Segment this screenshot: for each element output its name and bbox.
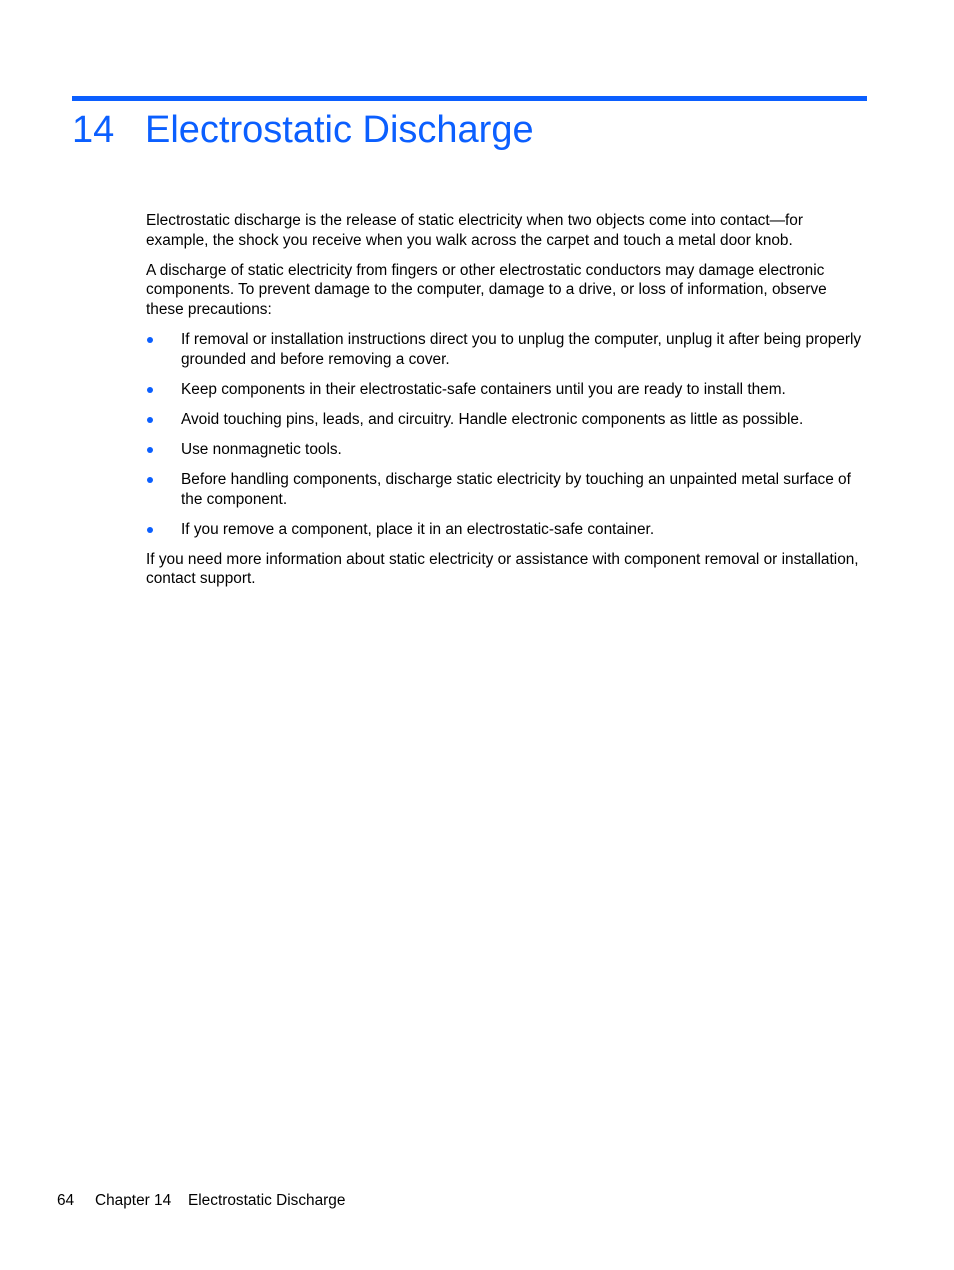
bullet-icon	[147, 387, 153, 393]
chapter-title	[72, 106, 534, 154]
bullet-icon	[147, 447, 153, 453]
intro-paragraph: Electrostatic discharge is the release of static electricity when two objects come into contact—for example, the shock you receive when you walk across the carpet and touch a metal door knob.	[146, 212, 803, 249]
list-item-text: If you remove a component, place it in an electrostatic-safe container.	[181, 520, 655, 538]
chapter-body	[146, 211, 868, 599]
chapter-number: 14	[72, 109, 115, 151]
closing-paragraph: If you need more information about static electricity or assistance with component removal or installation, contact support.	[146, 550, 859, 588]
chapter-title-text: Electrostatic Discharge	[145, 109, 534, 151]
page-footer	[57, 1191, 345, 1211]
list-item-text: Keep components in their electrostatic-safe containers until you are ready to install them.	[181, 380, 786, 398]
list-item-text: Use nonmagnetic tools.	[181, 440, 342, 458]
list-item	[146, 330, 868, 369]
footer-chapter-label: Chapter 14	[95, 1192, 172, 1209]
bullet-icon	[147, 527, 153, 533]
bullet-icon	[147, 477, 153, 483]
list-item	[146, 470, 868, 509]
list-item-text: Avoid touching pins, leads, and circuitry. Handle electronic components as little as possible.	[181, 410, 804, 428]
list-item	[146, 440, 868, 460]
bullet-icon	[147, 337, 153, 343]
list-item-text: If removal or installation instructions direct you to unplug the computer, unplug it after being properly grounded and before removing a cover.	[181, 330, 862, 368]
list-item	[146, 520, 868, 540]
chapter-heading-rule	[72, 96, 867, 101]
list-item	[146, 380, 868, 400]
warning-paragraph: A discharge of static electricity from fingers or other electrostatic conductors may damage electronic components. To prevent damage to the computer, damage to a drive, or loss of information, observe these precautions:	[146, 261, 827, 318]
footer-chapter-title: Electrostatic Discharge	[188, 1192, 346, 1209]
list-item-text: Before handling components, discharge static electricity by touching an unpainted metal surface of the component.	[181, 470, 851, 508]
page-number: 64	[57, 1192, 75, 1209]
precautions-list	[146, 330, 868, 539]
list-item	[146, 410, 868, 430]
bullet-icon	[147, 417, 153, 423]
